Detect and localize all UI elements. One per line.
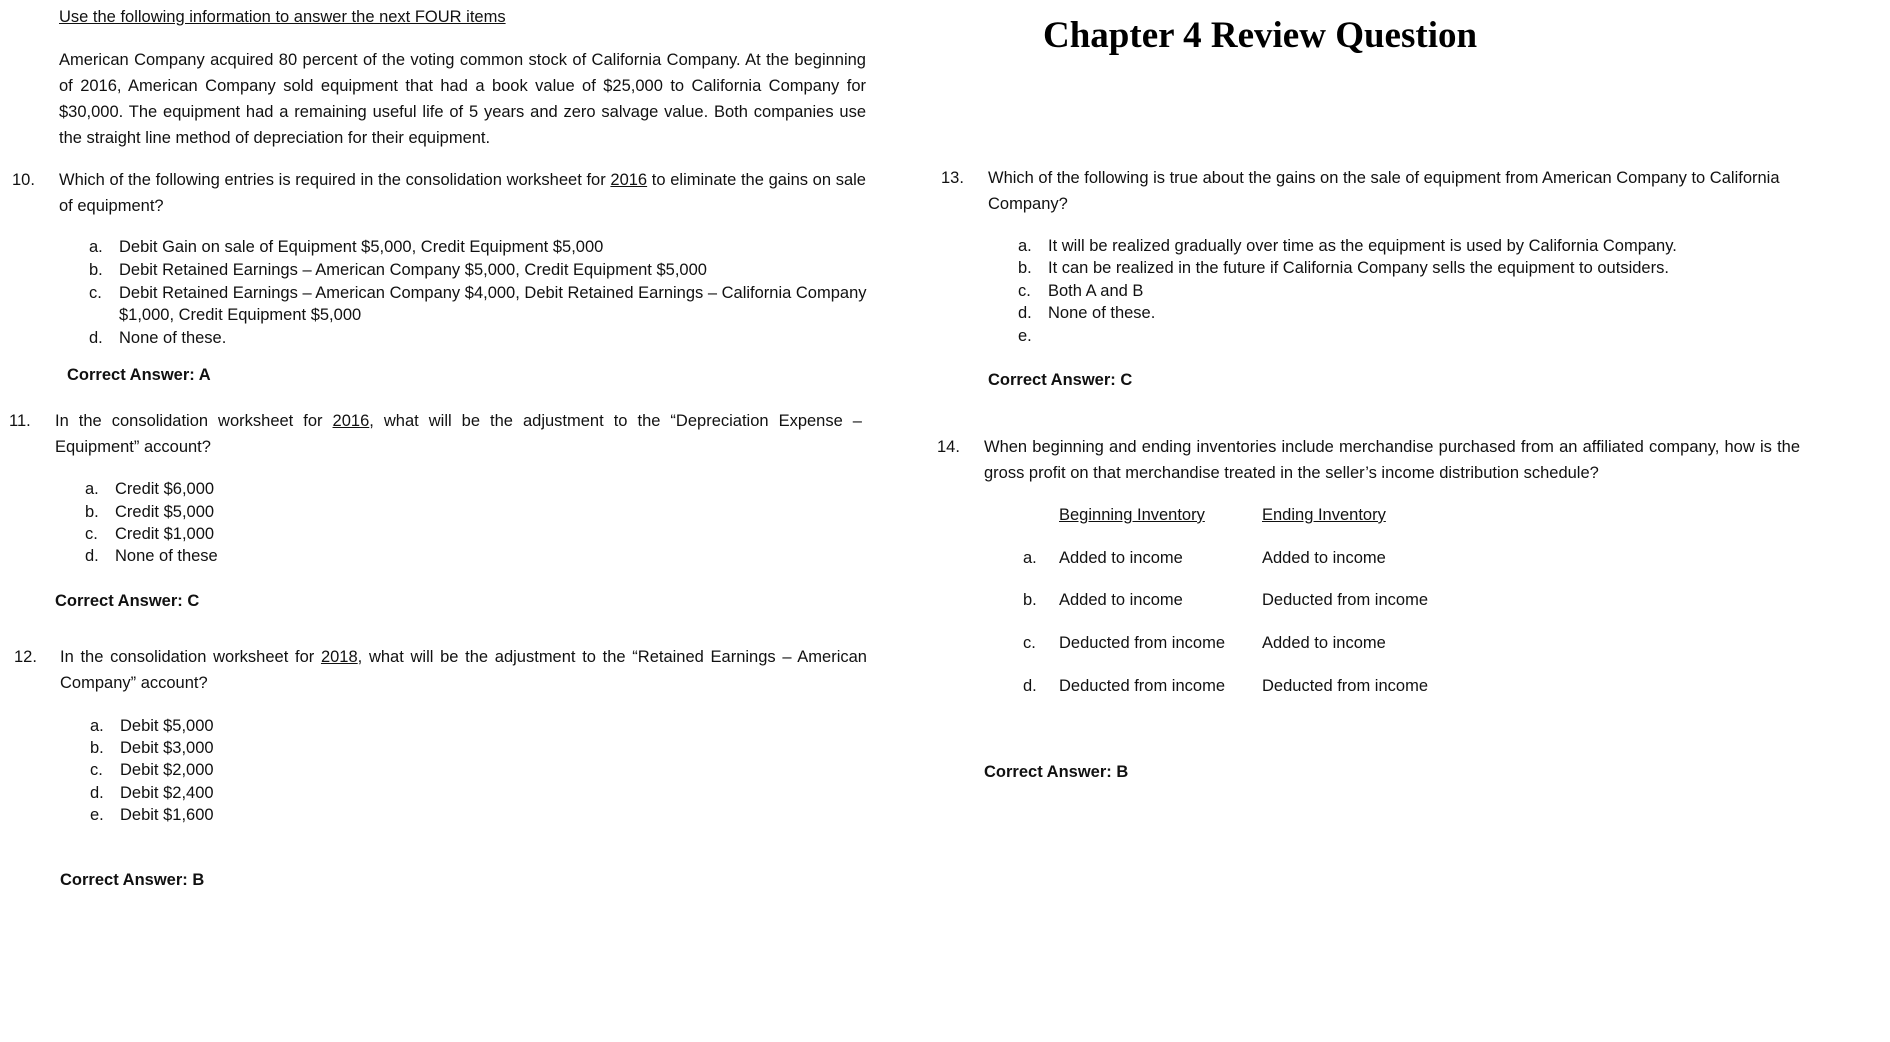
question-number: 12. xyxy=(14,648,37,666)
intro-paragraph: American Company acquired 80 percent of the voting common stock of California Company. At the beginning of 2016, American Company sold equipment that had a book value of $25,000 to California Company for $30,000. The equipment had a remaining useful life of 5 years and zero salvage value. Both companies use the straight line method of depreciation for their equipment. xyxy=(59,51,866,147)
question-14-text: When beginning and ending inventories include merchandise purchased from an affiliated company, how is the gross profit on that merchandise treated in the seller’s income distribution schedule? xyxy=(984,438,1800,482)
question-number: 14. xyxy=(937,438,960,456)
ending-inventory-cell: Added to income xyxy=(1262,634,1386,652)
ending-inventory-cell: Deducted from income xyxy=(1262,591,1428,609)
ending-inventory-cell: Added to income xyxy=(1262,549,1386,567)
option-c: c. Debit Retained Earnings – American Company $4,000, Debit Retained Earnings – California Company xyxy=(89,284,867,302)
beginning-inventory-cell: Deducted from income xyxy=(1059,677,1225,695)
column-header-beginning-inventory: Beginning Inventory xyxy=(1059,506,1205,524)
question-number: 10. xyxy=(12,171,35,189)
question-number: 11. xyxy=(9,412,31,430)
option-b: b. Debit $3,000 xyxy=(90,739,214,757)
question-year: 2016 xyxy=(610,171,648,189)
correct-answer: Correct Answer: B xyxy=(60,871,205,889)
option-d: d. None of these. xyxy=(1018,304,1156,322)
option-a: a. Credit $6,000 xyxy=(85,480,215,498)
option-e: e. xyxy=(1018,327,1032,345)
option-letter: b. xyxy=(1023,591,1037,609)
option-letter: a. xyxy=(1023,549,1037,567)
option-letter: d. xyxy=(1023,677,1037,695)
option-c: c. Credit $1,000 xyxy=(85,525,215,543)
option-a: a. Debit $5,000 xyxy=(90,717,214,735)
beginning-inventory-cell: Deducted from income xyxy=(1059,634,1225,652)
correct-answer: Correct Answer: C xyxy=(55,592,200,610)
intro-heading: Use the following information to answer the next FOUR items xyxy=(59,8,506,26)
question-year: 2016 xyxy=(332,412,370,430)
option-a: a. It will be realized gradually over time as the equipment is used by California Company. xyxy=(1018,237,1677,255)
correct-answer: Correct Answer: B xyxy=(984,763,1129,781)
correct-answer: Correct Answer: A xyxy=(67,366,211,384)
option-c: c. Debit $2,000 xyxy=(90,761,214,779)
question-12-text: In the consolidation worksheet for 2018, what will be the adjustment to the “Retained Earnings – American Company” account? xyxy=(60,648,867,692)
option-d: d. None of these xyxy=(85,547,218,565)
option-c-continued: $1,000, Credit Equipment $5,000 xyxy=(119,306,362,324)
option-b: b. It can be realized in the future if California Company sells the equipment to outsiders. xyxy=(1018,259,1669,277)
option-letter: c. xyxy=(1023,634,1036,652)
option-c: c. Both A and B xyxy=(1018,282,1144,300)
option-b: b. Debit Retained Earnings – American Company $5,000, Credit Equipment $5,000 xyxy=(89,261,707,279)
option-d: d. None of these. xyxy=(89,329,227,347)
beginning-inventory-cell: Added to income xyxy=(1059,549,1183,567)
question-11-text: In the consolidation worksheet for 2016, what will be the adjustment to the “Depreciation Expense – Equipment” account? xyxy=(55,412,862,456)
beginning-inventory-cell: Added to income xyxy=(1059,591,1183,609)
ending-inventory-cell: Deducted from income xyxy=(1262,677,1428,695)
option-a: a. Debit Gain on sale of Equipment $5,000, Credit Equipment $5,000 xyxy=(89,238,604,256)
question-13-text: Which of the following is true about the gains on the sale of equipment from American Company to California Company? xyxy=(988,169,1780,213)
correct-answer: Correct Answer: C xyxy=(988,371,1133,389)
column-header-ending-inventory: Ending Inventory xyxy=(1262,506,1386,524)
question-number: 13. xyxy=(941,169,964,187)
question-year: 2018 xyxy=(320,648,358,666)
question-10-text: Which of the following entries is required in the consolidation worksheet for 2016 to eliminate the gains on sale of equipment? xyxy=(59,171,866,215)
page-title: Chapter 4 Review Question xyxy=(1043,15,1478,56)
option-e: e. Debit $1,600 xyxy=(90,806,214,824)
option-b: b. Credit $5,000 xyxy=(85,503,215,521)
option-d: d. Debit $2,400 xyxy=(90,784,214,802)
